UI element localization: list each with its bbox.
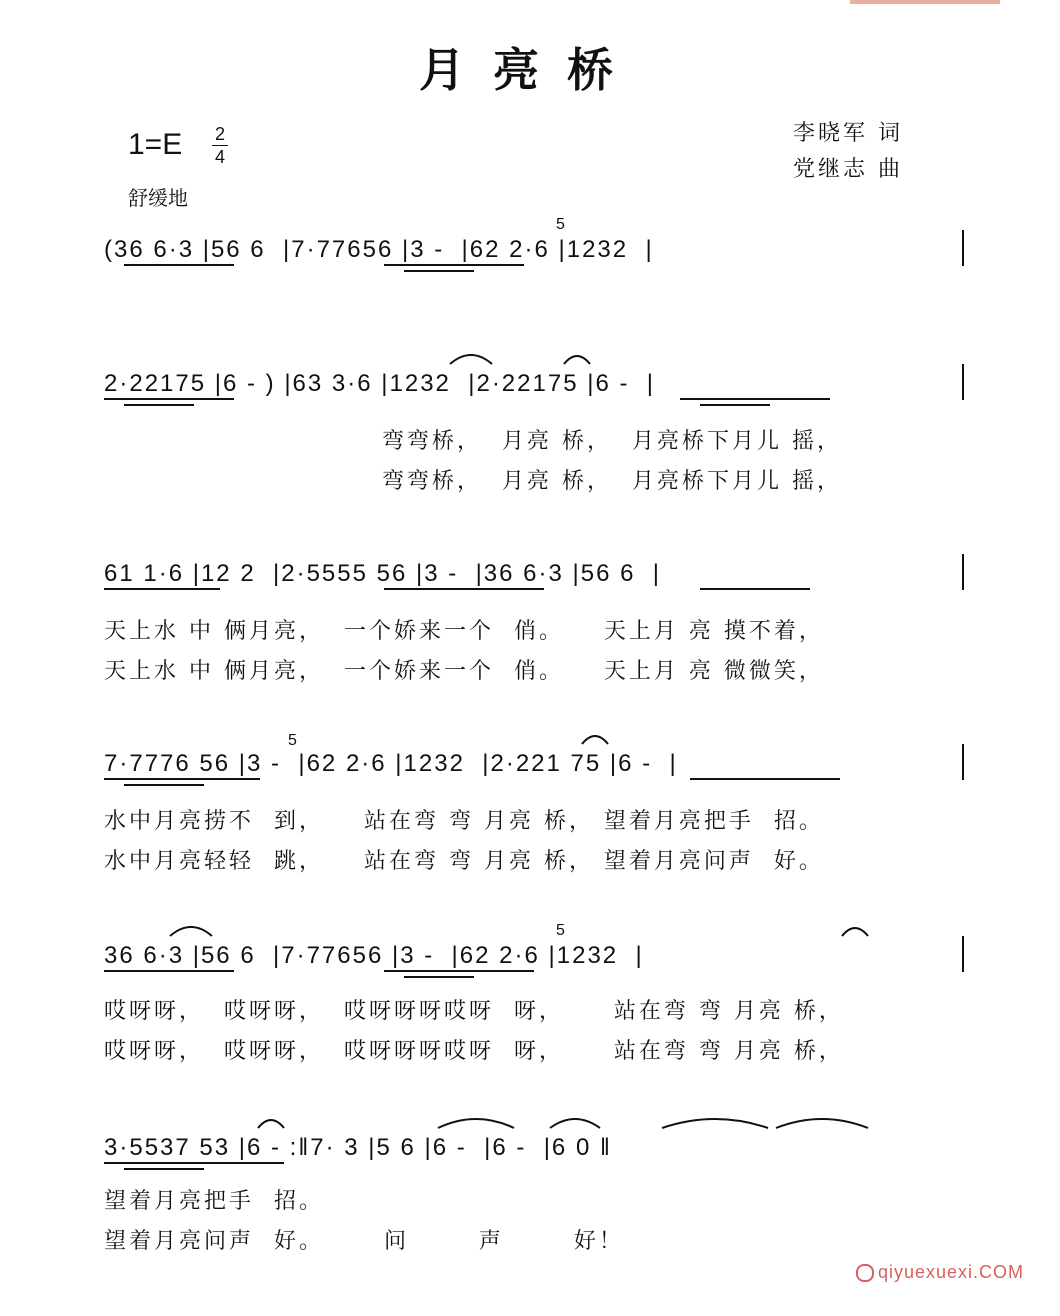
- lyrics-row-5-verse-2: 哎呀呀， 哎呀呀， 哎呀呀呀哎呀 呀， 站在弯 弯 月亮 桥，: [104, 1039, 844, 1064]
- tie: [660, 1114, 770, 1130]
- bar-line: [962, 936, 964, 972]
- song-title: 月亮桥: [419, 43, 641, 97]
- beam: [384, 264, 524, 266]
- tie: [774, 1114, 870, 1130]
- bar-line: [962, 554, 964, 590]
- lyrics-row-3-verse-2: 天上水 中 俩月亮， 一个娇来一个 俏。 天上月 亮 微微笑，: [104, 659, 824, 684]
- beam: [690, 778, 840, 780]
- time-sig-top: 2: [214, 124, 225, 144]
- lyrics-row-5-verse-1: 哎呀呀， 哎呀呀， 哎呀呀呀哎呀 呀， 站在弯 弯 月亮 桥，: [104, 999, 844, 1024]
- beam: [124, 784, 204, 786]
- lyrics-row-6-verse-2: 望着月亮问声 好。 问 声 好！: [104, 1229, 624, 1254]
- grace-note-2: 5: [288, 732, 297, 749]
- top-edge-mark: [850, 0, 1000, 4]
- slur: [580, 730, 610, 746]
- slur: [448, 350, 494, 366]
- key-label: 1=E: [128, 128, 183, 161]
- beam: [104, 1162, 284, 1164]
- time-sig-bottom: 4: [214, 147, 225, 167]
- lyricist-credit: 李晓军 词: [793, 121, 903, 146]
- watermark-text: qiyuexuexi.COM: [877, 1262, 1024, 1282]
- score-row-4-notes: 7·7776 56 |3 - |62 2·6 |1232 |2·221 75 |6 - |: [104, 750, 678, 777]
- time-signature: [212, 124, 228, 167]
- lyrics-row-4-verse-1: 水中月亮捞不 到， 站在弯 弯 月亮 桥， 望着月亮把手 招。: [104, 809, 824, 834]
- score-row-3-notes: 61 1·6 |12 2 |2·5555 56 |3 - |36 6·3 |56 6 |: [104, 560, 662, 587]
- bar-line: [962, 744, 964, 780]
- slur: [562, 350, 592, 366]
- lyrics-row-2-verse-1: 弯弯桥， 月亮 桥， 月亮桥下月儿 摇，: [382, 429, 842, 454]
- beam: [404, 270, 474, 272]
- score-row-2-notes: 2·22175 |6 - ) |63 3·6 |1232 |2·22175 |6 - |: [104, 370, 656, 397]
- score-row-5-notes: 36 6·3 |56 6 |7·77656 |3 - |62 2·6 |1232 |: [104, 942, 644, 969]
- tie: [436, 1114, 516, 1130]
- bar-line: [962, 230, 964, 266]
- lyrics-row-6-verse-1: 望着月亮把手 招。: [104, 1189, 324, 1214]
- bar-line: [962, 364, 964, 400]
- beam: [680, 398, 830, 400]
- grace-note-3: 5: [556, 922, 565, 939]
- beam: [700, 404, 770, 406]
- time-sig-bar: [212, 145, 228, 146]
- lyrics-row-3-verse-1: 天上水 中 俩月亮， 一个娇来一个 俏。 天上月 亮 摸不着，: [104, 619, 824, 644]
- slur: [168, 922, 214, 938]
- key-signature: [128, 128, 182, 162]
- watermark-logo-icon: [856, 1264, 874, 1282]
- beam: [404, 976, 474, 978]
- beam: [384, 970, 534, 972]
- beam: [104, 588, 220, 590]
- beam: [124, 264, 234, 266]
- beam: [104, 398, 234, 400]
- beam: [104, 970, 234, 972]
- beam: [700, 588, 810, 590]
- tie: [548, 1114, 602, 1130]
- slur: [256, 1114, 286, 1130]
- grace-note-1: 5: [556, 216, 565, 233]
- beam: [104, 778, 260, 780]
- beam: [124, 404, 194, 406]
- score-row-6-notes: 3·5537 53 |6 - :‖7· 3 |5 6 |6 - |6 - |6 0 ‖: [104, 1134, 612, 1161]
- tempo-marking: 舒缓地: [128, 186, 188, 210]
- beam: [384, 588, 544, 590]
- slur: [840, 922, 870, 938]
- lyrics-row-2-verse-2: 弯弯桥， 月亮 桥， 月亮桥下月儿 摇，: [382, 469, 842, 494]
- watermark: [856, 1262, 1024, 1283]
- composer-credit: 党继志 曲: [793, 157, 903, 182]
- score-row-1-notes: (36 6·3 |56 6 |7·77656 |3 - |62 2·6 |1232 |: [104, 236, 654, 263]
- beam: [124, 1168, 204, 1170]
- lyrics-row-4-verse-2: 水中月亮轻轻 跳， 站在弯 弯 月亮 桥， 望着月亮问声 好。: [104, 849, 824, 874]
